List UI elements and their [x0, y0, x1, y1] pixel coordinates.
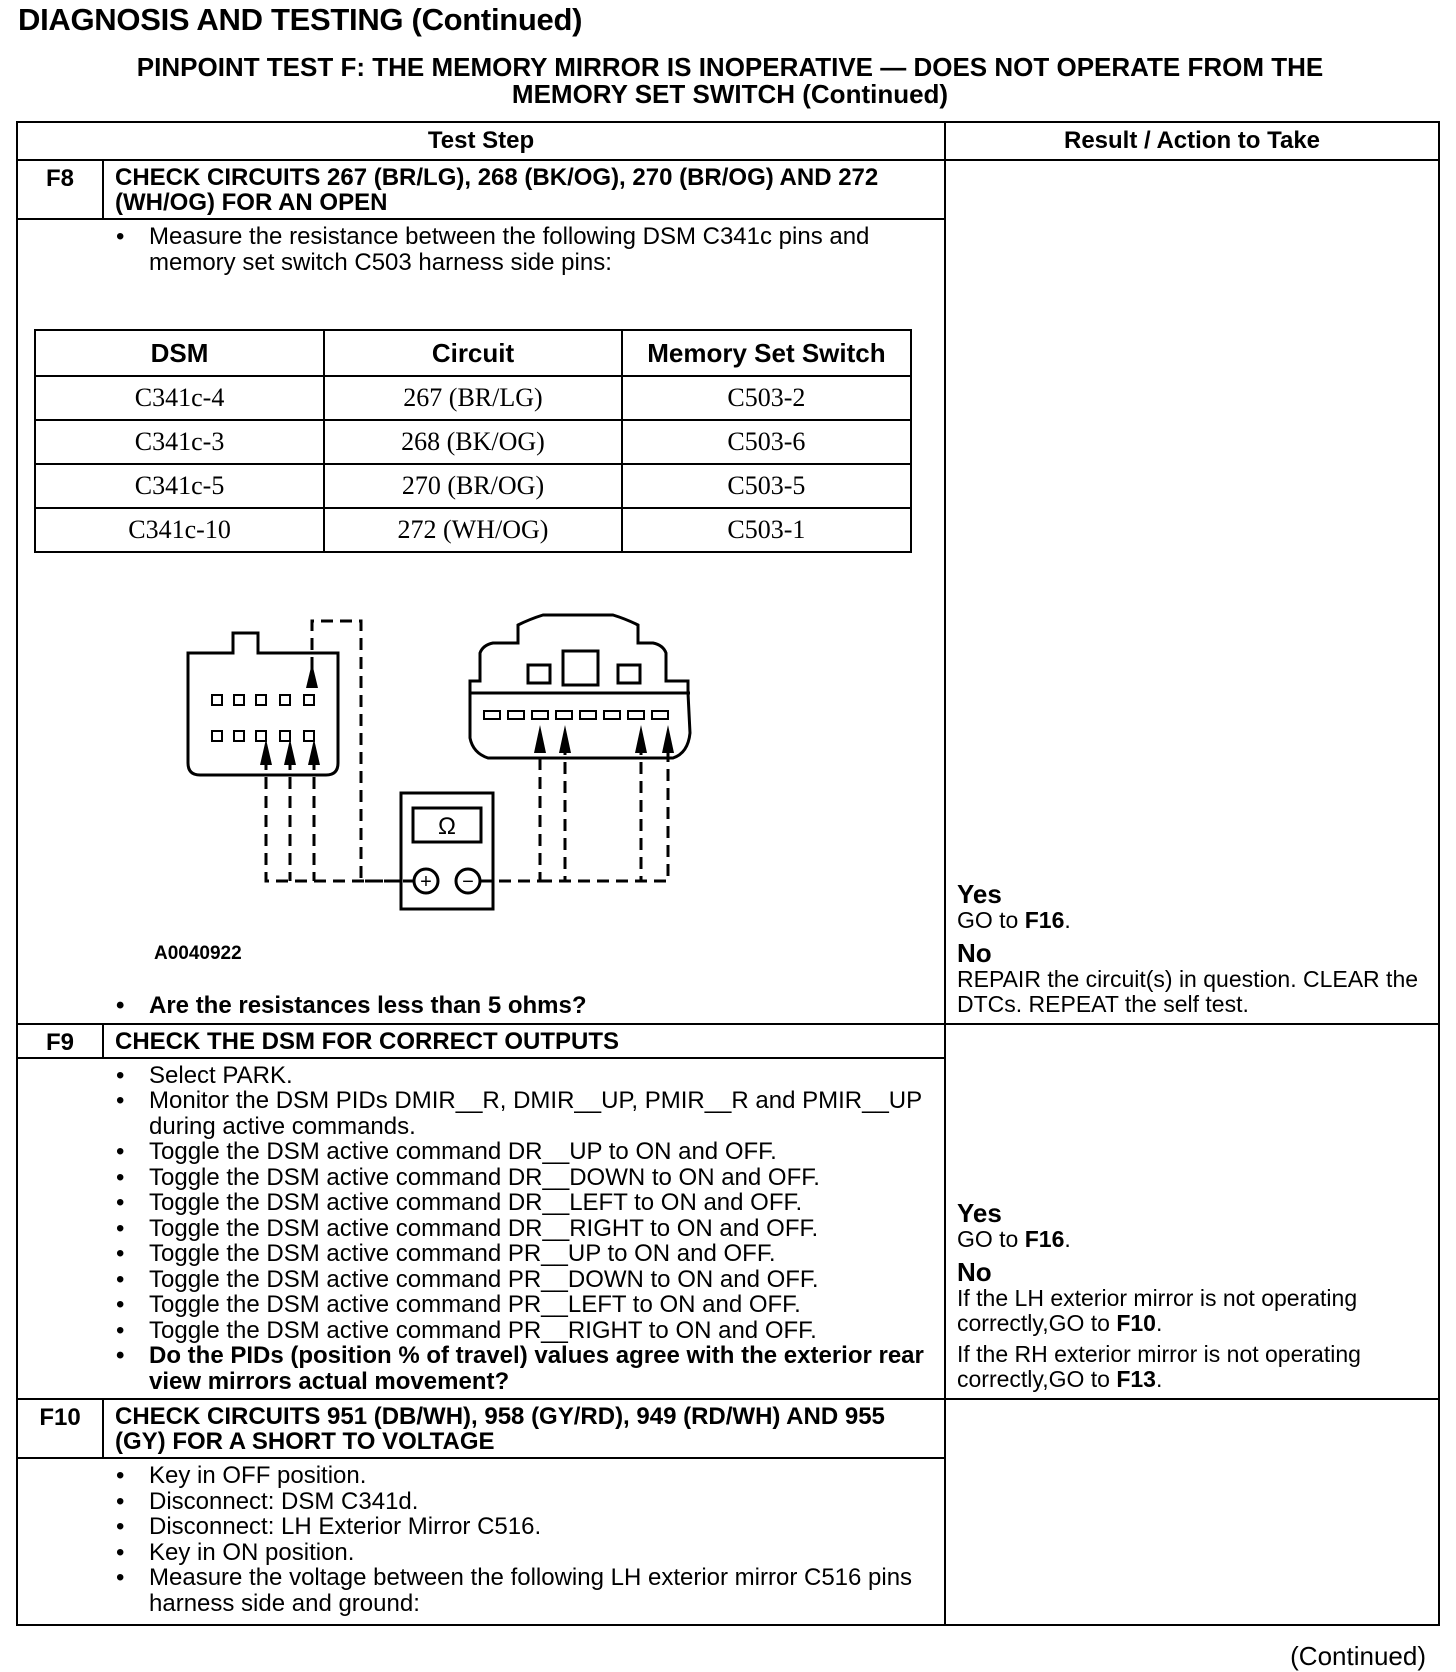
list-item: • Toggle the DSM active command DR__LEFT to ON and OFF.	[114, 1190, 934, 1216]
punctuation: .	[1155, 1310, 1163, 1336]
yes-text: GO to	[957, 1226, 1025, 1252]
plus-terminal-label: +	[420, 871, 432, 893]
pin-header-switch: Memory Set Switch	[622, 330, 911, 376]
step-reference: F16	[1024, 1226, 1065, 1252]
step-cell-f8	[17, 160, 945, 1024]
table-cell: 267 (BR/LG)	[324, 376, 622, 420]
no-action: REPAIR the circuit(s) in question. CLEAR the DTCs. REPEAT the self test.	[957, 965, 1419, 1017]
punctuation: .	[1064, 1226, 1071, 1252]
step-title-f10: CHECK CIRCUITS 951 (DB/WH), 958 (GY/RD), 949 (RD/WH) AND 955 (GY) FOR A SHORT TO VOLTAGE	[115, 1403, 885, 1455]
pin-resistance-table	[34, 329, 912, 553]
punctuation: .	[1064, 906, 1071, 933]
list-item: • Disconnect: DSM C341d.	[114, 1489, 934, 1515]
yes-action	[957, 908, 1428, 933]
f10-bullets	[18, 1459, 944, 1620]
step-id-f9: F9	[18, 1025, 104, 1057]
table-cell: C503-5	[622, 464, 911, 508]
table-cell: C503-1	[622, 508, 911, 552]
no-action-lh	[957, 1286, 1428, 1336]
test-title-line-2: MEMORY SET SWITCH (Continued)	[511, 79, 949, 109]
step-cell-f9	[17, 1024, 945, 1400]
no-action-rh	[957, 1342, 1428, 1392]
result-cell-f8	[945, 160, 1439, 1024]
list-item: • Measure the voltage between the following LH exterior mirror C516 pins harness side and ground:	[114, 1565, 934, 1616]
list-item: • Select PARK.	[114, 1063, 934, 1089]
yes-text: GO to	[957, 906, 1025, 933]
figure-id: A0040922	[154, 943, 242, 964]
list-item: • Toggle the DSM active command PR__LEFT to ON and OFF.	[114, 1292, 934, 1318]
list-item: • Monitor the DSM PIDs DMIR__R, DMIR__UP, PMIR__R and PMIR__UP during active commands.	[114, 1088, 934, 1139]
pinpoint-test-title	[40, 54, 1420, 108]
list-item: • Do the PIDs (position % of travel) values agree with the exterior rear view mirrors actual movement?	[114, 1343, 934, 1394]
header-result-action: Result / Action to Take	[945, 122, 1439, 160]
step-id-f8: F8	[18, 161, 104, 218]
table-cell: 268 (BK/OG)	[324, 420, 622, 464]
list-item: • Key in ON position.	[114, 1540, 934, 1566]
ohmmeter-body	[401, 793, 493, 909]
step-reference: F16	[1024, 906, 1065, 933]
continued-footer: (Continued)	[1290, 1641, 1426, 1671]
table-cell: C341c-3	[35, 420, 324, 464]
step-reference: F10	[1116, 1310, 1156, 1336]
no-text: If the RH exterior mirror is not operating correctly,GO to	[957, 1341, 1361, 1392]
table-cell: 272 (WH/OG)	[324, 508, 622, 552]
list-item: • Measure the resistance between the following DSM C341c pins and memory set switch C503 harness side pins:	[114, 224, 934, 275]
table-row	[35, 376, 911, 420]
step-cell-f10	[17, 1399, 945, 1625]
result-cell-f10	[945, 1399, 1439, 1625]
result-cell-f9	[945, 1024, 1439, 1400]
table-cell: 270 (BR/OG)	[324, 464, 622, 508]
minus-terminal-label: −	[462, 871, 474, 893]
test-title-line-1: PINPOINT TEST F: THE MEMORY MIRROR IS INOPERATIVE — DOES NOT OPERATE FROM THE	[136, 52, 1324, 82]
punctuation: .	[1155, 1366, 1163, 1392]
step-header-f8	[18, 161, 944, 220]
pin-header-circuit: Circuit	[324, 330, 622, 376]
result-block-f8	[957, 880, 1428, 1017]
yes-label: Yes	[957, 878, 1002, 909]
table-header-row	[17, 122, 1439, 160]
table-row	[35, 420, 911, 464]
header-test-step: Test Step	[17, 122, 945, 160]
wiring-diagram-svg	[18, 553, 944, 993]
step-header-f9	[18, 1025, 944, 1059]
list-item: • Are the resistances less than 5 ohms?	[114, 993, 934, 1019]
list-item: • Toggle the DSM active command PR__DOWN to ON and OFF.	[114, 1267, 934, 1293]
no-text: If the LH exterior mirror is not operating correctly,GO to	[957, 1285, 1358, 1336]
table-cell: C503-6	[622, 420, 911, 464]
table-row	[35, 508, 911, 552]
list-item: • Toggle the DSM active command DR__DOWN to ON and OFF.	[114, 1165, 934, 1191]
step-id-f10: F10	[18, 1400, 104, 1457]
step-row-f10	[17, 1399, 1439, 1625]
table-cell: C341c-10	[35, 508, 324, 552]
table-cell: C341c-5	[35, 464, 324, 508]
step-title-f8: CHECK CIRCUITS 267 (BR/LG), 268 (BK/OG), 270 (BR/OG) AND 272 (WH/OG) FOR AN OPEN	[115, 164, 879, 216]
pinpoint-test-table	[16, 121, 1440, 1626]
ohm-symbol: Ω	[438, 813, 456, 840]
result-block-f9	[957, 1199, 1428, 1392]
table-row	[35, 464, 911, 508]
step-header-f10	[18, 1400, 944, 1459]
yes-action	[957, 1227, 1428, 1252]
f9-bullets	[18, 1059, 944, 1399]
list-item: • Toggle the DSM active command PR__RIGHT to ON and OFF.	[114, 1318, 934, 1344]
f8-bullets	[18, 220, 944, 279]
list-item: • Toggle the DSM active command DR__RIGHT to ON and OFF.	[114, 1216, 934, 1242]
list-item: • Toggle the DSM active command DR__UP to ON and OFF.	[114, 1139, 934, 1165]
list-item: • Disconnect: LH Exterior Mirror C516.	[114, 1514, 934, 1540]
pin-header-dsm: DSM	[35, 330, 324, 376]
page-title: DIAGNOSIS AND TESTING (Continued)	[18, 2, 583, 37]
step-row-f8	[17, 160, 1439, 1024]
pin-table-header	[35, 330, 911, 376]
list-item: • Key in OFF position.	[114, 1463, 934, 1489]
no-label: No	[957, 937, 992, 968]
wiring-diagram	[18, 553, 944, 993]
step-reference: F13	[1116, 1366, 1156, 1392]
list-item: • Toggle the DSM active command PR__UP to ON and OFF.	[114, 1241, 934, 1267]
table-cell: C503-2	[622, 376, 911, 420]
table-cell: C341c-4	[35, 376, 324, 420]
f8-question-list	[18, 993, 944, 1023]
no-label: No	[957, 1257, 992, 1287]
step-title-f9: CHECK THE DSM FOR CORRECT OUTPUTS	[115, 1027, 619, 1055]
step-row-f9	[17, 1024, 1439, 1400]
yes-label: Yes	[957, 1198, 1002, 1228]
